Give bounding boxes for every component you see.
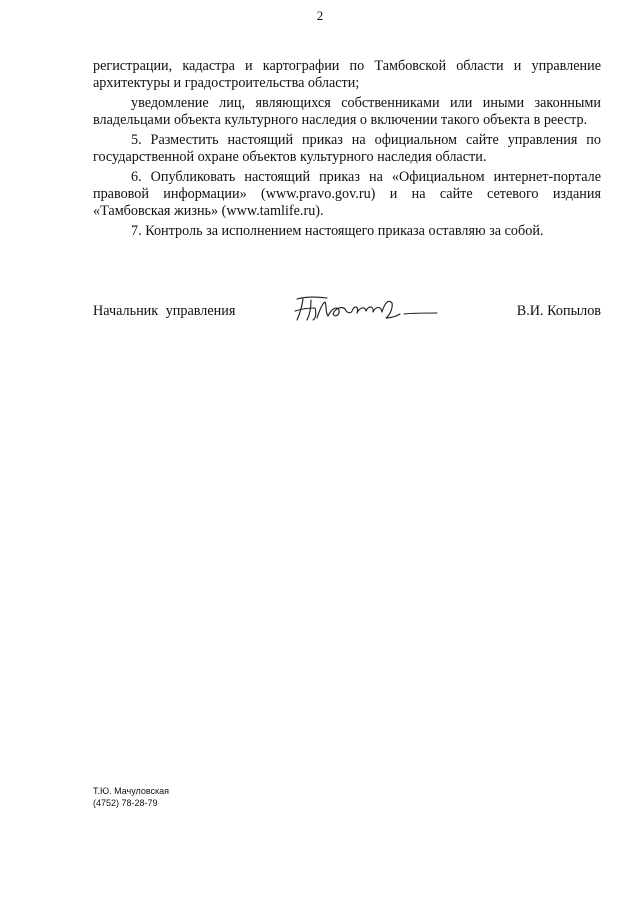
executor-info [93,785,169,809]
paragraph-rest: владельцами объекта культурного наследия о включении такого объекта в реестр. [93,112,588,128]
paragraph-first-line: 7. Контроль за исполнением настоящего приказа оставляю за собой. [131,223,544,239]
paragraph-first-line: 6. Опубликовать настоящий приказ на «Официальном интернет-портале [131,169,601,185]
paragraph-item-6 [93,169,601,220]
paragraph-item-7 [93,223,601,240]
paragraph-continuation [93,58,601,92]
executor-phone: (4752) 78-28-79 [93,798,158,808]
document-body [93,58,601,243]
paragraph-rest: архитектуры и градостроительства области; [93,75,360,91]
paragraph-first-line: 5. Разместить настоящий приказ на официальном сайте управления по [131,132,601,148]
executor-name: Т.Ю. Мачуловская [93,786,170,796]
paragraph-first-line: регистрации, кадастра и картографии по Тамбовской области и управление [93,58,601,74]
signatory-name: В.И. Копылов [516,303,601,319]
paragraph-notification [93,95,601,129]
paragraph-rest: правовой информации» (www.pravo.gov.ru) и на сайте сетевого издания «Тамбовская жизнь» (www.tamlife.ru). [93,186,601,219]
paragraph-first-line: уведомление лиц, являющихся собственниками или иными законными [131,95,601,111]
signature-block [93,294,601,334]
signatory-position: Начальник управления [93,303,236,319]
handwritten-signature [291,294,441,326]
paragraph-item-5 [93,132,601,166]
paragraph-rest: государственной охране объектов культурного наследия области. [93,149,487,165]
page-number: 2 [316,8,324,23]
